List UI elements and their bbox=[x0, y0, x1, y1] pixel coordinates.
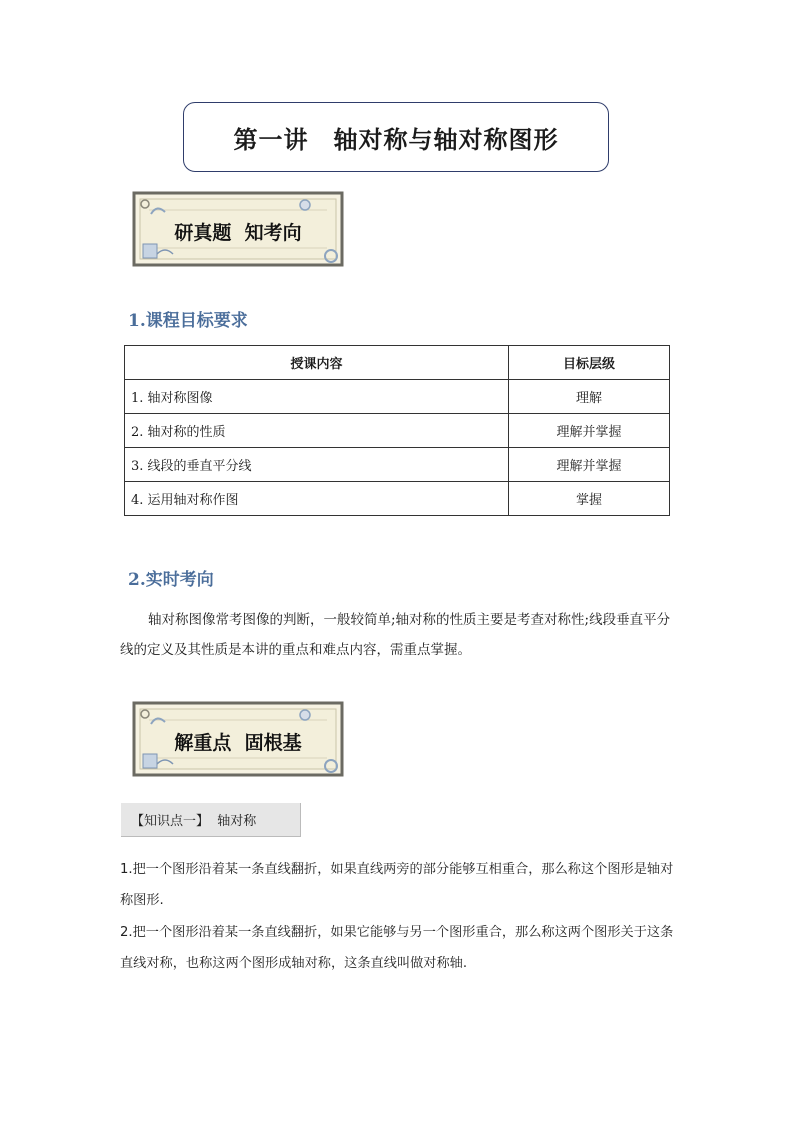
table-row bbox=[125, 448, 670, 482]
table-header-level: 目标层级 bbox=[509, 346, 670, 380]
section-heading-exam: 2.实时考向 bbox=[128, 570, 214, 590]
table-row bbox=[125, 414, 670, 448]
table-header-content: 授课内容 bbox=[125, 346, 509, 380]
banner-2-text: 解重点 固根基 bbox=[174, 731, 302, 754]
table-cell-content: 3. 线段的垂直平分线 bbox=[125, 448, 509, 482]
goals-table bbox=[124, 345, 670, 516]
table-cell-level: 掌握 bbox=[509, 482, 670, 516]
knowledge-point-name: 轴对称 bbox=[217, 814, 257, 829]
section-heading-goals: 1.课程目标要求 bbox=[128, 311, 248, 331]
table-cell-content: 1. 轴对称图像 bbox=[125, 380, 509, 414]
table-cell-level: 理解并掌握 bbox=[509, 448, 670, 482]
table-cell-level: 理解 bbox=[509, 380, 670, 414]
definition-2: 2.把一个图形沿着某一条直线翻折，如果它能够与另一个图形重合，那么称这两个图形关于这条直线对称，也称这两个图形成轴对称，这条直线叫做对称轴. bbox=[120, 925, 674, 971]
table-cell-content: 4. 运用轴对称作图 bbox=[125, 482, 509, 516]
table-row bbox=[125, 380, 670, 414]
table-row bbox=[125, 482, 670, 516]
knowledge-point-tag: 【知识点一】 bbox=[131, 814, 210, 829]
table-header-row bbox=[125, 346, 670, 380]
scroll-banner-1 bbox=[131, 190, 345, 268]
definition-1: 1.把一个图形沿着某一条直线翻折，如果直线两旁的部分能够互相重合，那么称这个图形是轴对称图形. bbox=[120, 862, 674, 908]
scroll-banner-2 bbox=[131, 700, 345, 778]
knowledge-point-label bbox=[121, 803, 301, 837]
lesson-title-box bbox=[183, 102, 609, 172]
exam-paragraph: 轴对称图像常考图像的判断，一般较简单;轴对称的性质主要是考查对称性;线段垂直平分线的定义及其性质是本讲的重点和难点内容，需重点掌握。 bbox=[120, 612, 671, 658]
table-cell-level: 理解并掌握 bbox=[509, 414, 670, 448]
lesson-title: 第一讲 轴对称与轴对称图形 bbox=[233, 124, 559, 154]
banner-1-text: 研真题 知考向 bbox=[174, 221, 302, 244]
table-cell-content: 2. 轴对称的性质 bbox=[125, 414, 509, 448]
